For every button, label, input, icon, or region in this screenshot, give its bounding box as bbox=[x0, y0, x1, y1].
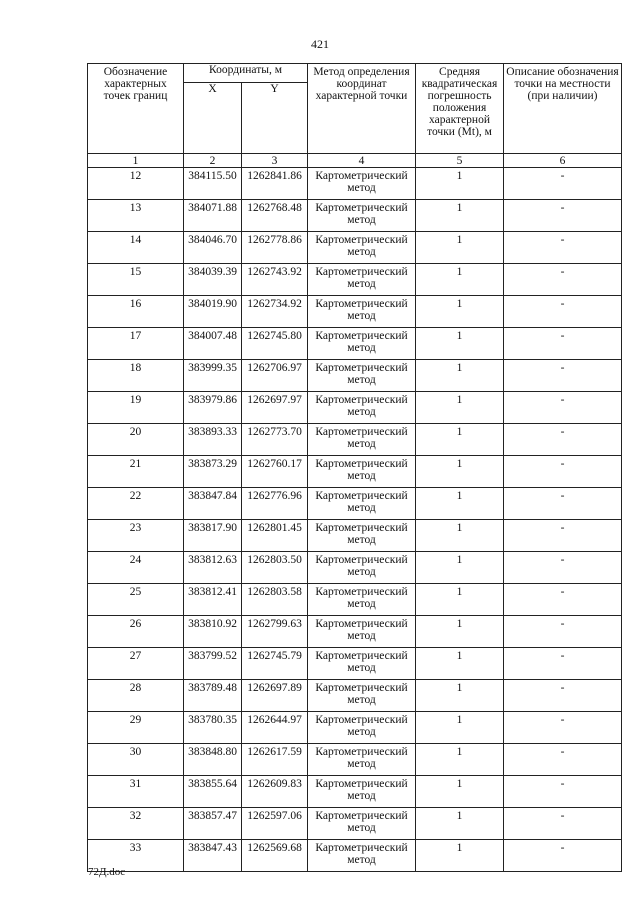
accuracy-cell: 1 bbox=[416, 712, 504, 744]
method-cell: Картометрический метод bbox=[308, 776, 416, 808]
y-coordinate-cell: 1262609.83 bbox=[242, 776, 308, 808]
x-coordinate-cell: 384115.50 bbox=[184, 168, 242, 200]
table-row bbox=[88, 424, 622, 456]
header-x: X bbox=[184, 83, 242, 154]
point-cell: 30 bbox=[88, 744, 184, 776]
method-cell: Картометрический метод bbox=[308, 744, 416, 776]
point-cell: 12 bbox=[88, 168, 184, 200]
table-row bbox=[88, 680, 622, 712]
y-coordinate-cell: 1262697.89 bbox=[242, 680, 308, 712]
point-cell: 28 bbox=[88, 680, 184, 712]
description-cell: - bbox=[504, 328, 622, 360]
table-row bbox=[88, 808, 622, 840]
point-cell: 33 bbox=[88, 840, 184, 872]
point-cell: 14 bbox=[88, 232, 184, 264]
table-row bbox=[88, 840, 622, 872]
y-coordinate-cell: 1262697.97 bbox=[242, 392, 308, 424]
point-cell: 19 bbox=[88, 392, 184, 424]
point-cell: 22 bbox=[88, 488, 184, 520]
method-cell: Картометрический метод bbox=[308, 616, 416, 648]
table-row bbox=[88, 232, 622, 264]
y-coordinate-cell: 1262773.70 bbox=[242, 424, 308, 456]
method-cell: Картометрический метод bbox=[308, 264, 416, 296]
point-cell: 13 bbox=[88, 200, 184, 232]
point-cell: 21 bbox=[88, 456, 184, 488]
point-cell: 15 bbox=[88, 264, 184, 296]
method-cell: Картометрический метод bbox=[308, 808, 416, 840]
y-coordinate-cell: 1262743.92 bbox=[242, 264, 308, 296]
description-cell: - bbox=[504, 296, 622, 328]
x-coordinate-cell: 383848.80 bbox=[184, 744, 242, 776]
x-coordinate-cell: 383817.90 bbox=[184, 520, 242, 552]
point-cell: 31 bbox=[88, 776, 184, 808]
point-cell: 27 bbox=[88, 648, 184, 680]
description-cell: - bbox=[504, 616, 622, 648]
header-point-designation: Обозначение характерных точек границ bbox=[88, 64, 184, 154]
description-cell: - bbox=[504, 808, 622, 840]
header-y: Y bbox=[242, 83, 308, 154]
column-number: 1 bbox=[88, 154, 184, 168]
method-cell: Картометрический метод bbox=[308, 552, 416, 584]
description-cell: - bbox=[504, 776, 622, 808]
description-cell: - bbox=[504, 680, 622, 712]
y-coordinate-cell: 1262617.59 bbox=[242, 744, 308, 776]
x-coordinate-cell: 384007.48 bbox=[184, 328, 242, 360]
description-cell: - bbox=[504, 232, 622, 264]
method-cell: Картометрический метод bbox=[308, 712, 416, 744]
accuracy-cell: 1 bbox=[416, 360, 504, 392]
description-cell: - bbox=[504, 392, 622, 424]
y-coordinate-cell: 1262799.63 bbox=[242, 616, 308, 648]
description-cell: - bbox=[504, 648, 622, 680]
y-coordinate-cell: 1262597.06 bbox=[242, 808, 308, 840]
y-coordinate-cell: 1262778.86 bbox=[242, 232, 308, 264]
table-row bbox=[88, 744, 622, 776]
x-coordinate-cell: 383812.41 bbox=[184, 584, 242, 616]
table-row bbox=[88, 616, 622, 648]
method-cell: Картометрический метод bbox=[308, 232, 416, 264]
accuracy-cell: 1 bbox=[416, 680, 504, 712]
point-cell: 16 bbox=[88, 296, 184, 328]
point-cell: 26 bbox=[88, 616, 184, 648]
description-cell: - bbox=[504, 456, 622, 488]
x-coordinate-cell: 383979.86 bbox=[184, 392, 242, 424]
point-cell: 18 bbox=[88, 360, 184, 392]
description-cell: - bbox=[504, 360, 622, 392]
accuracy-cell: 1 bbox=[416, 520, 504, 552]
point-cell: 17 bbox=[88, 328, 184, 360]
description-cell: - bbox=[504, 744, 622, 776]
accuracy-cell: 1 bbox=[416, 840, 504, 872]
description-cell: - bbox=[504, 840, 622, 872]
x-coordinate-cell: 383780.35 bbox=[184, 712, 242, 744]
point-cell: 29 bbox=[88, 712, 184, 744]
method-cell: Картометрический метод bbox=[308, 328, 416, 360]
accuracy-cell: 1 bbox=[416, 744, 504, 776]
column-number: 5 bbox=[416, 154, 504, 168]
x-coordinate-cell: 384019.90 bbox=[184, 296, 242, 328]
method-cell: Картометрический метод bbox=[308, 456, 416, 488]
y-coordinate-cell: 1262760.17 bbox=[242, 456, 308, 488]
accuracy-cell: 1 bbox=[416, 424, 504, 456]
description-cell: - bbox=[504, 200, 622, 232]
x-coordinate-cell: 383873.29 bbox=[184, 456, 242, 488]
accuracy-cell: 1 bbox=[416, 264, 504, 296]
accuracy-cell: 1 bbox=[416, 552, 504, 584]
description-cell: - bbox=[504, 168, 622, 200]
y-coordinate-cell: 1262644.97 bbox=[242, 712, 308, 744]
point-cell: 25 bbox=[88, 584, 184, 616]
table-row bbox=[88, 584, 622, 616]
method-cell: Картометрический метод bbox=[308, 296, 416, 328]
table-row bbox=[88, 520, 622, 552]
method-cell: Картометрический метод bbox=[308, 168, 416, 200]
accuracy-cell: 1 bbox=[416, 232, 504, 264]
x-coordinate-cell: 383999.35 bbox=[184, 360, 242, 392]
description-cell: - bbox=[504, 264, 622, 296]
accuracy-cell: 1 bbox=[416, 488, 504, 520]
x-coordinate-cell: 384039.39 bbox=[184, 264, 242, 296]
accuracy-cell: 1 bbox=[416, 296, 504, 328]
point-cell: 32 bbox=[88, 808, 184, 840]
description-cell: - bbox=[504, 520, 622, 552]
column-number: 6 bbox=[504, 154, 622, 168]
method-cell: Картометрический метод bbox=[308, 424, 416, 456]
description-cell: - bbox=[504, 424, 622, 456]
accuracy-cell: 1 bbox=[416, 808, 504, 840]
header-description: Описание обозначения точки на местности (при наличии) bbox=[504, 64, 622, 154]
column-number-row bbox=[88, 154, 622, 168]
description-cell: - bbox=[504, 712, 622, 744]
method-cell: Картометрический метод bbox=[308, 488, 416, 520]
point-cell: 20 bbox=[88, 424, 184, 456]
footer-filename: 72Д.doc bbox=[88, 866, 126, 878]
y-coordinate-cell: 1262768.48 bbox=[242, 200, 308, 232]
y-coordinate-cell: 1262776.96 bbox=[242, 488, 308, 520]
y-coordinate-cell: 1262734.92 bbox=[242, 296, 308, 328]
accuracy-cell: 1 bbox=[416, 200, 504, 232]
header-accuracy: Средняя квадратическая погрешность положения характерной точки (Mt), м bbox=[416, 64, 504, 154]
x-coordinate-cell: 384071.88 bbox=[184, 200, 242, 232]
description-cell: - bbox=[504, 488, 622, 520]
x-coordinate-cell: 383847.43 bbox=[184, 840, 242, 872]
table-row bbox=[88, 392, 622, 424]
point-cell: 24 bbox=[88, 552, 184, 584]
table-row bbox=[88, 712, 622, 744]
y-coordinate-cell: 1262745.79 bbox=[242, 648, 308, 680]
y-coordinate-cell: 1262803.50 bbox=[242, 552, 308, 584]
description-cell: - bbox=[504, 584, 622, 616]
accuracy-cell: 1 bbox=[416, 392, 504, 424]
table-row bbox=[88, 648, 622, 680]
method-cell: Картометрический метод bbox=[308, 840, 416, 872]
x-coordinate-cell: 383847.84 bbox=[184, 488, 242, 520]
accuracy-cell: 1 bbox=[416, 648, 504, 680]
accuracy-cell: 1 bbox=[416, 584, 504, 616]
y-coordinate-cell: 1262745.80 bbox=[242, 328, 308, 360]
x-coordinate-cell: 384046.70 bbox=[184, 232, 242, 264]
x-coordinate-cell: 383857.47 bbox=[184, 808, 242, 840]
x-coordinate-cell: 383812.63 bbox=[184, 552, 242, 584]
table-row bbox=[88, 360, 622, 392]
x-coordinate-cell: 383810.92 bbox=[184, 616, 242, 648]
boundary-points-table bbox=[87, 63, 622, 872]
accuracy-cell: 1 bbox=[416, 776, 504, 808]
x-coordinate-cell: 383855.64 bbox=[184, 776, 242, 808]
accuracy-cell: 1 bbox=[416, 328, 504, 360]
table-row bbox=[88, 488, 622, 520]
table-row bbox=[88, 296, 622, 328]
table-row bbox=[88, 552, 622, 584]
column-number: 3 bbox=[242, 154, 308, 168]
y-coordinate-cell: 1262706.97 bbox=[242, 360, 308, 392]
table-body bbox=[88, 168, 622, 872]
table-row bbox=[88, 328, 622, 360]
header-method: Метод определения координат характерной точки bbox=[308, 64, 416, 154]
accuracy-cell: 1 bbox=[416, 168, 504, 200]
method-cell: Картометрический метод bbox=[308, 360, 416, 392]
y-coordinate-cell: 1262569.68 bbox=[242, 840, 308, 872]
x-coordinate-cell: 383893.33 bbox=[184, 424, 242, 456]
method-cell: Картометрический метод bbox=[308, 392, 416, 424]
page-number: 421 bbox=[311, 37, 329, 51]
table-row bbox=[88, 264, 622, 296]
y-coordinate-cell: 1262803.58 bbox=[242, 584, 308, 616]
table-row bbox=[88, 456, 622, 488]
x-coordinate-cell: 383799.52 bbox=[184, 648, 242, 680]
method-cell: Картометрический метод bbox=[308, 520, 416, 552]
description-cell: - bbox=[504, 552, 622, 584]
method-cell: Картометрический метод bbox=[308, 584, 416, 616]
header-coordinates: Координаты, м bbox=[184, 64, 308, 83]
column-number: 2 bbox=[184, 154, 242, 168]
table-row bbox=[88, 200, 622, 232]
accuracy-cell: 1 bbox=[416, 616, 504, 648]
method-cell: Картометрический метод bbox=[308, 680, 416, 712]
method-cell: Картометрический метод bbox=[308, 200, 416, 232]
table-row bbox=[88, 168, 622, 200]
column-number: 4 bbox=[308, 154, 416, 168]
y-coordinate-cell: 1262841.86 bbox=[242, 168, 308, 200]
method-cell: Картометрический метод bbox=[308, 648, 416, 680]
y-coordinate-cell: 1262801.45 bbox=[242, 520, 308, 552]
table-row bbox=[88, 776, 622, 808]
accuracy-cell: 1 bbox=[416, 456, 504, 488]
point-cell: 23 bbox=[88, 520, 184, 552]
x-coordinate-cell: 383789.48 bbox=[184, 680, 242, 712]
